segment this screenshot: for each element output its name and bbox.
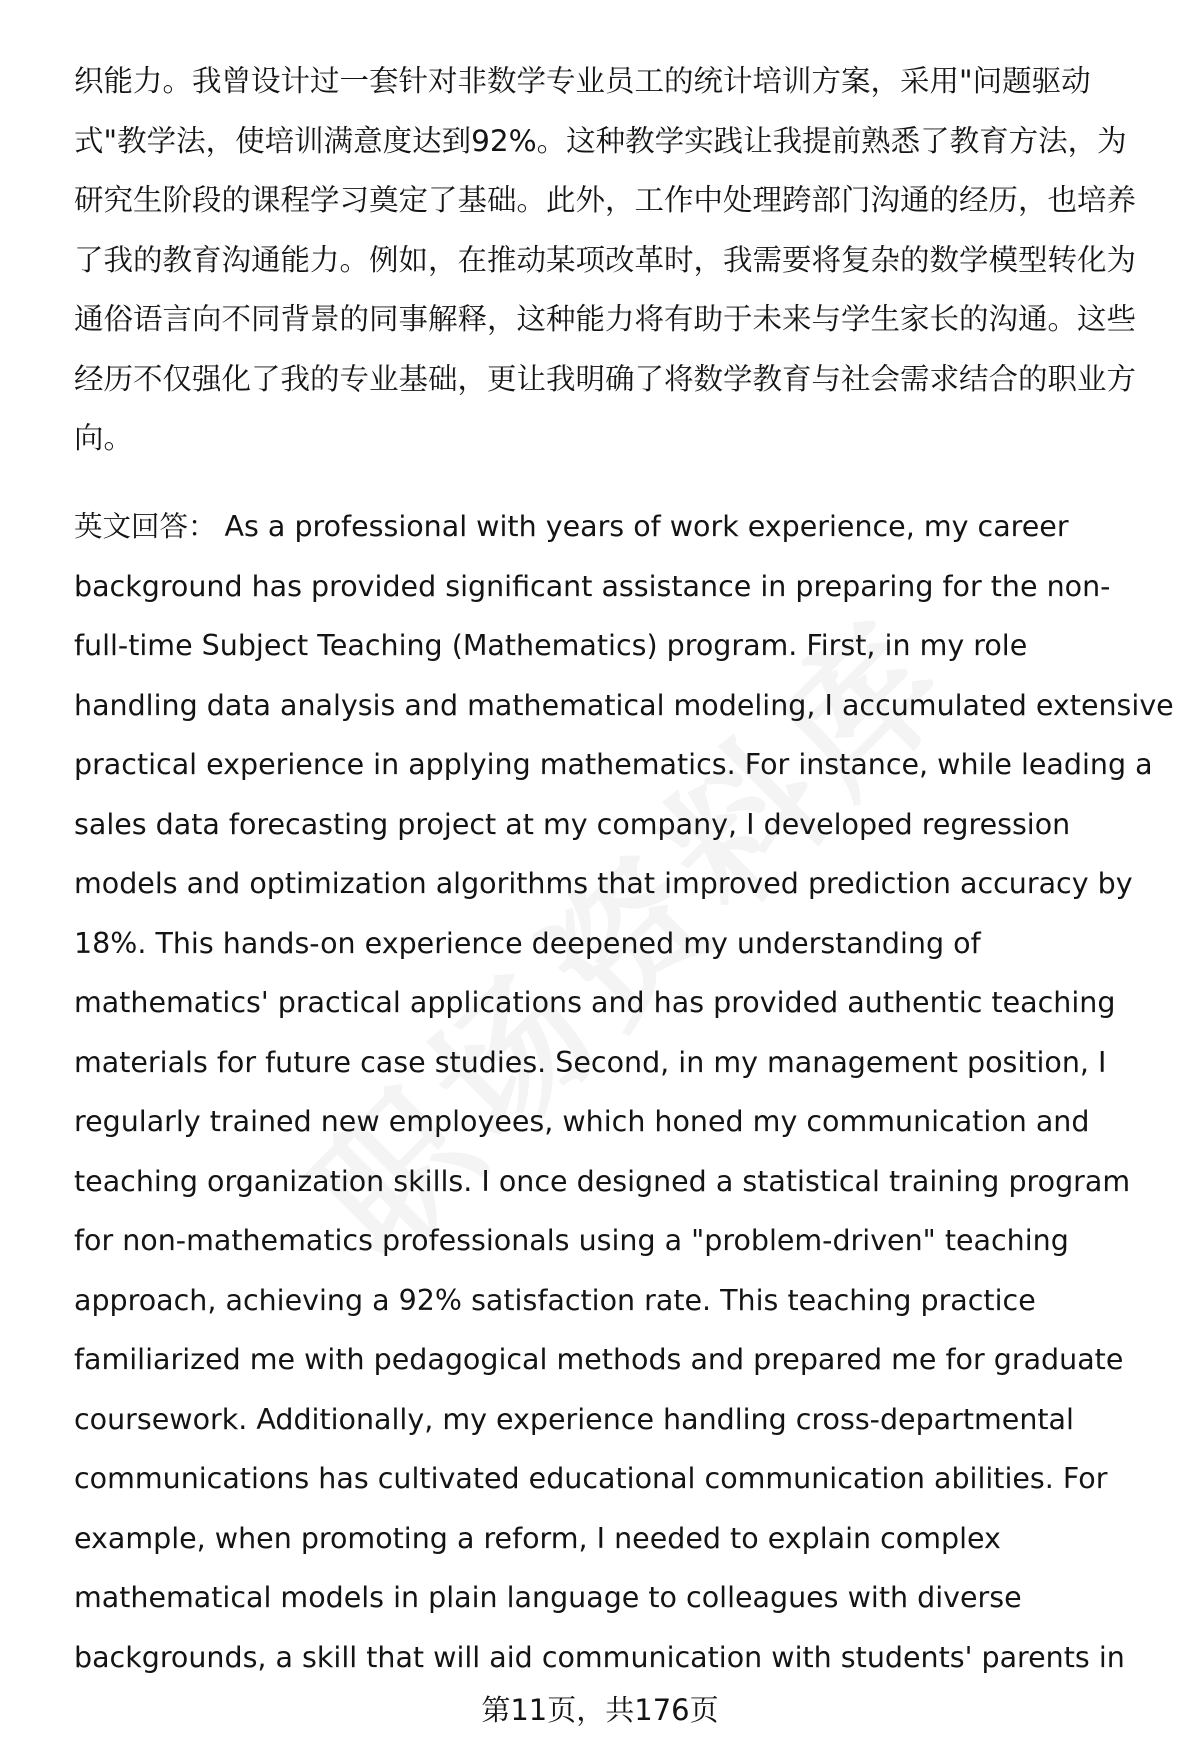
paragraph-line-text: As a professional with years of work experience, my career	[224, 510, 1069, 543]
paragraph-line: approach, achieving a 92% satisfaction rate. This teaching practice	[74, 1283, 1036, 1317]
paragraph-line: 通俗语言向不同背景的同事解释，这种能力将有助于未来与学生家长的沟通。这些	[74, 302, 1137, 336]
chinese-answer-paragraph	[74, 52, 1160, 469]
paragraph-line: 式"教学法，使培训满意度达到92%。这种教学实践让我提前熟悉了教育方法，为	[74, 123, 1127, 158]
paragraph-line: example, when promoting a reform, I needed to explain complex	[74, 1521, 1001, 1555]
paragraph-line: 研究生阶段的课程学习奠定了基础。此外，工作中处理跨部门沟通的经历，也培养	[74, 183, 1137, 217]
paragraph-line: communications has cultivated educational communication abilities. For	[74, 1462, 1108, 1495]
paragraph-line: teaching organization skills. I once designed a statistical training program	[74, 1164, 1131, 1198]
paragraph-line: handling data analysis and mathematical modeling, I accumulated extensive	[74, 688, 1174, 722]
paragraph-line: practical experience in applying mathematics. For instance, while leading a	[74, 748, 1153, 781]
paragraph-line: models and optimization algorithms that improved prediction accuracy by	[74, 867, 1133, 900]
page-number-footer: 第11页，共176页	[481, 1693, 719, 1727]
paragraph-line: regularly trained new employees, which honed my communication and	[74, 1105, 1090, 1138]
paragraph-line: familiarized me with pedagogical methods and prepared me for graduate	[74, 1343, 1124, 1376]
paragraph-line: for non-mathematics professionals using a "problem-driven" teaching	[74, 1224, 1069, 1257]
paragraph-line: backgrounds, a skill that will aid communication with students' parents in	[74, 1640, 1125, 1674]
paragraph-line: coursework. Additionally, my experience handling cross-departmental	[74, 1402, 1074, 1436]
paragraph-line: sales data forecasting project at my company, I developed regression	[74, 807, 1071, 841]
paragraph-line: mathematical models in plain language to colleagues with diverse	[74, 1581, 1022, 1614]
paragraph-line: 了我的教育沟通能力。例如，在推动某项改革时，我需要将复杂的数学模型转化为	[74, 242, 1137, 277]
english-answer-paragraph	[74, 497, 1174, 1687]
paragraph-line: full-time Subject Teaching (Mathematics) program. First, in my role	[74, 629, 1028, 662]
paragraph-line: 向。	[74, 421, 134, 455]
paragraph-line: background has provided significant assistance in preparing for the non-	[74, 569, 1111, 603]
paragraph-first-line	[74, 497, 1160, 557]
paragraph-line: materials for future case studies. Second, in my management position, I	[74, 1045, 1107, 1079]
paragraph-line: 18%. This hands-on experience deepened my understanding of	[74, 926, 981, 960]
english-answer-label: 英文回答：	[74, 510, 217, 543]
paragraph-line: 织能力。我曾设计过一套针对非数学专业员工的统计培训方案，采用"问题驱动	[74, 64, 1091, 98]
paragraph-line: 经历不仅强化了我的专业基础，更让我明确了将数学教育与社会需求结合的职业方	[74, 361, 1137, 396]
paragraph-line: mathematics' practical applications and has provided authentic teaching	[74, 986, 1116, 1019]
